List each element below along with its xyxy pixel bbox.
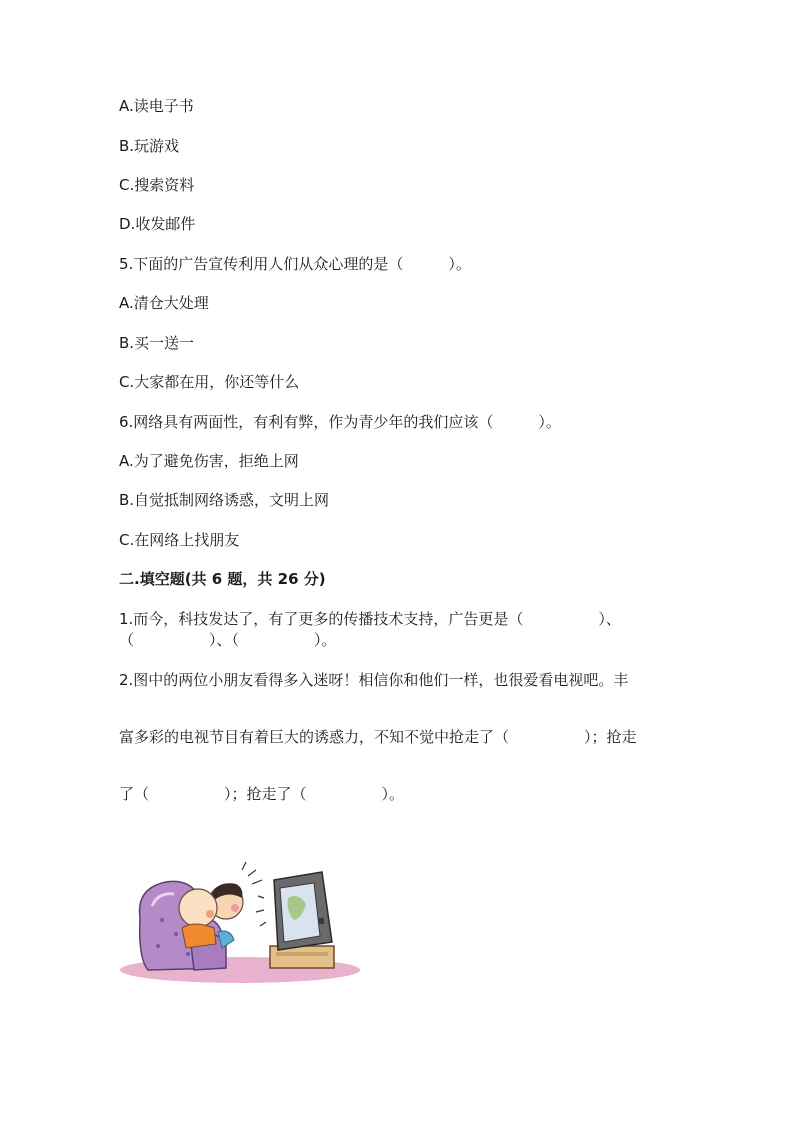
q5-option-c: C.大家都在用，你还等什么 — [119, 373, 300, 391]
q4-option-b: B.玩游戏 — [119, 137, 180, 155]
q6-option-a: A.为了避免伤害，拒绝上网 — [119, 452, 299, 470]
fill-q2-line2: 富多彩的电视节目有着巨大的诱惑力，不知不觉中抢走了（ ）；抢走 — [119, 728, 637, 746]
q4-option-c: C.搜索资料 — [119, 176, 195, 194]
q5-option-a: A.清仓大处理 — [119, 294, 209, 312]
fill-q2-line3: 了（ ）；抢走了（ ）。 — [119, 785, 405, 803]
fill-q1-line2: （ ）、（ ）。 — [119, 631, 337, 649]
q4-option-d: D.收发邮件 — [119, 215, 196, 233]
q6-option-c: C.在网络上找朋友 — [119, 531, 240, 549]
section-heading: 二.填空题(共 6 题，共 26 分) — [119, 570, 326, 588]
kids-watching-tv-illustration — [118, 858, 364, 988]
q4-option-a: A.读电子书 — [119, 97, 194, 115]
fill-q1-line1: 1.而今，科技发达了，有了更多的传播技术支持，广告更是（ ）、 — [119, 610, 621, 628]
fill-q2-line1: 2.图中的两位小朋友看得多入迷呀！相信你和他们一样，也很爱看电视吧。丰 — [119, 671, 629, 689]
q6-question: 6.网络具有两面性，有利有弊，作为青少年的我们应该（ ）。 — [119, 413, 561, 431]
q5-question: 5.下面的广告宣传利用人们从众心理的是（ ）。 — [119, 255, 471, 273]
q6-option-b: B.自觉抵制网络诱惑，文明上网 — [119, 491, 330, 509]
q5-option-b: B.买一送一 — [119, 334, 195, 352]
